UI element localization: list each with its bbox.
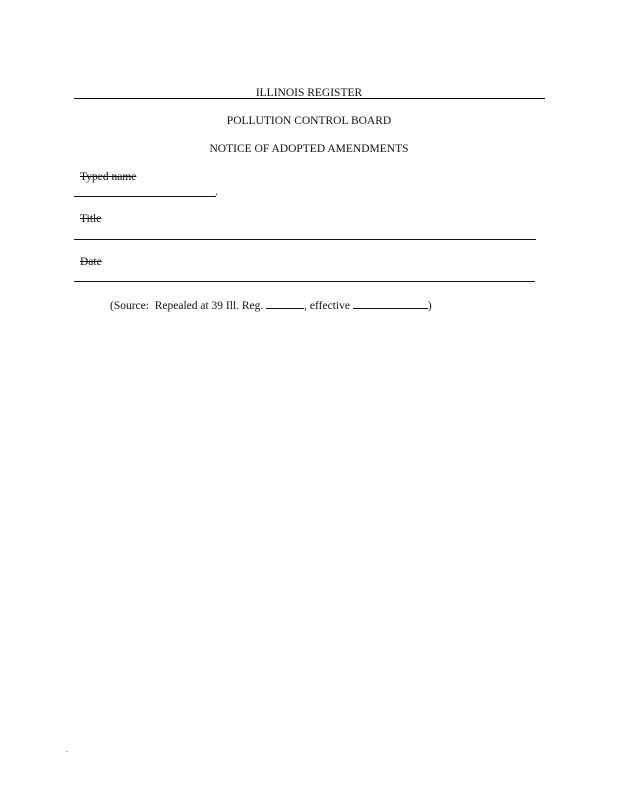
- effective-date-blank: [353, 298, 428, 309]
- typed-name-trailing-period: .: [215, 186, 218, 198]
- corner-mark: .: [66, 745, 68, 754]
- source-suffix: ): [427, 300, 432, 312]
- typed-name-label: Typed name: [80, 171, 137, 183]
- source-middle: , effective: [304, 300, 353, 312]
- date-signature-line: [74, 281, 535, 282]
- title-label: Title: [80, 213, 102, 225]
- title-signature-line: [74, 239, 536, 240]
- header-rule: [74, 98, 545, 99]
- agency-title: POLLUTION CONTROL BOARD: [226, 115, 392, 127]
- notice-title: NOTICE OF ADOPTED AMENDMENTS: [209, 143, 409, 155]
- typed-name-signature-line: [74, 196, 216, 197]
- source-note: [110, 298, 432, 313]
- register-title: ILLINOIS REGISTER: [255, 87, 363, 99]
- register-page-blank: [266, 298, 304, 309]
- date-label: Date: [80, 256, 102, 268]
- source-prefix: (Source: Repealed at 39 Ill. Reg.: [110, 300, 267, 312]
